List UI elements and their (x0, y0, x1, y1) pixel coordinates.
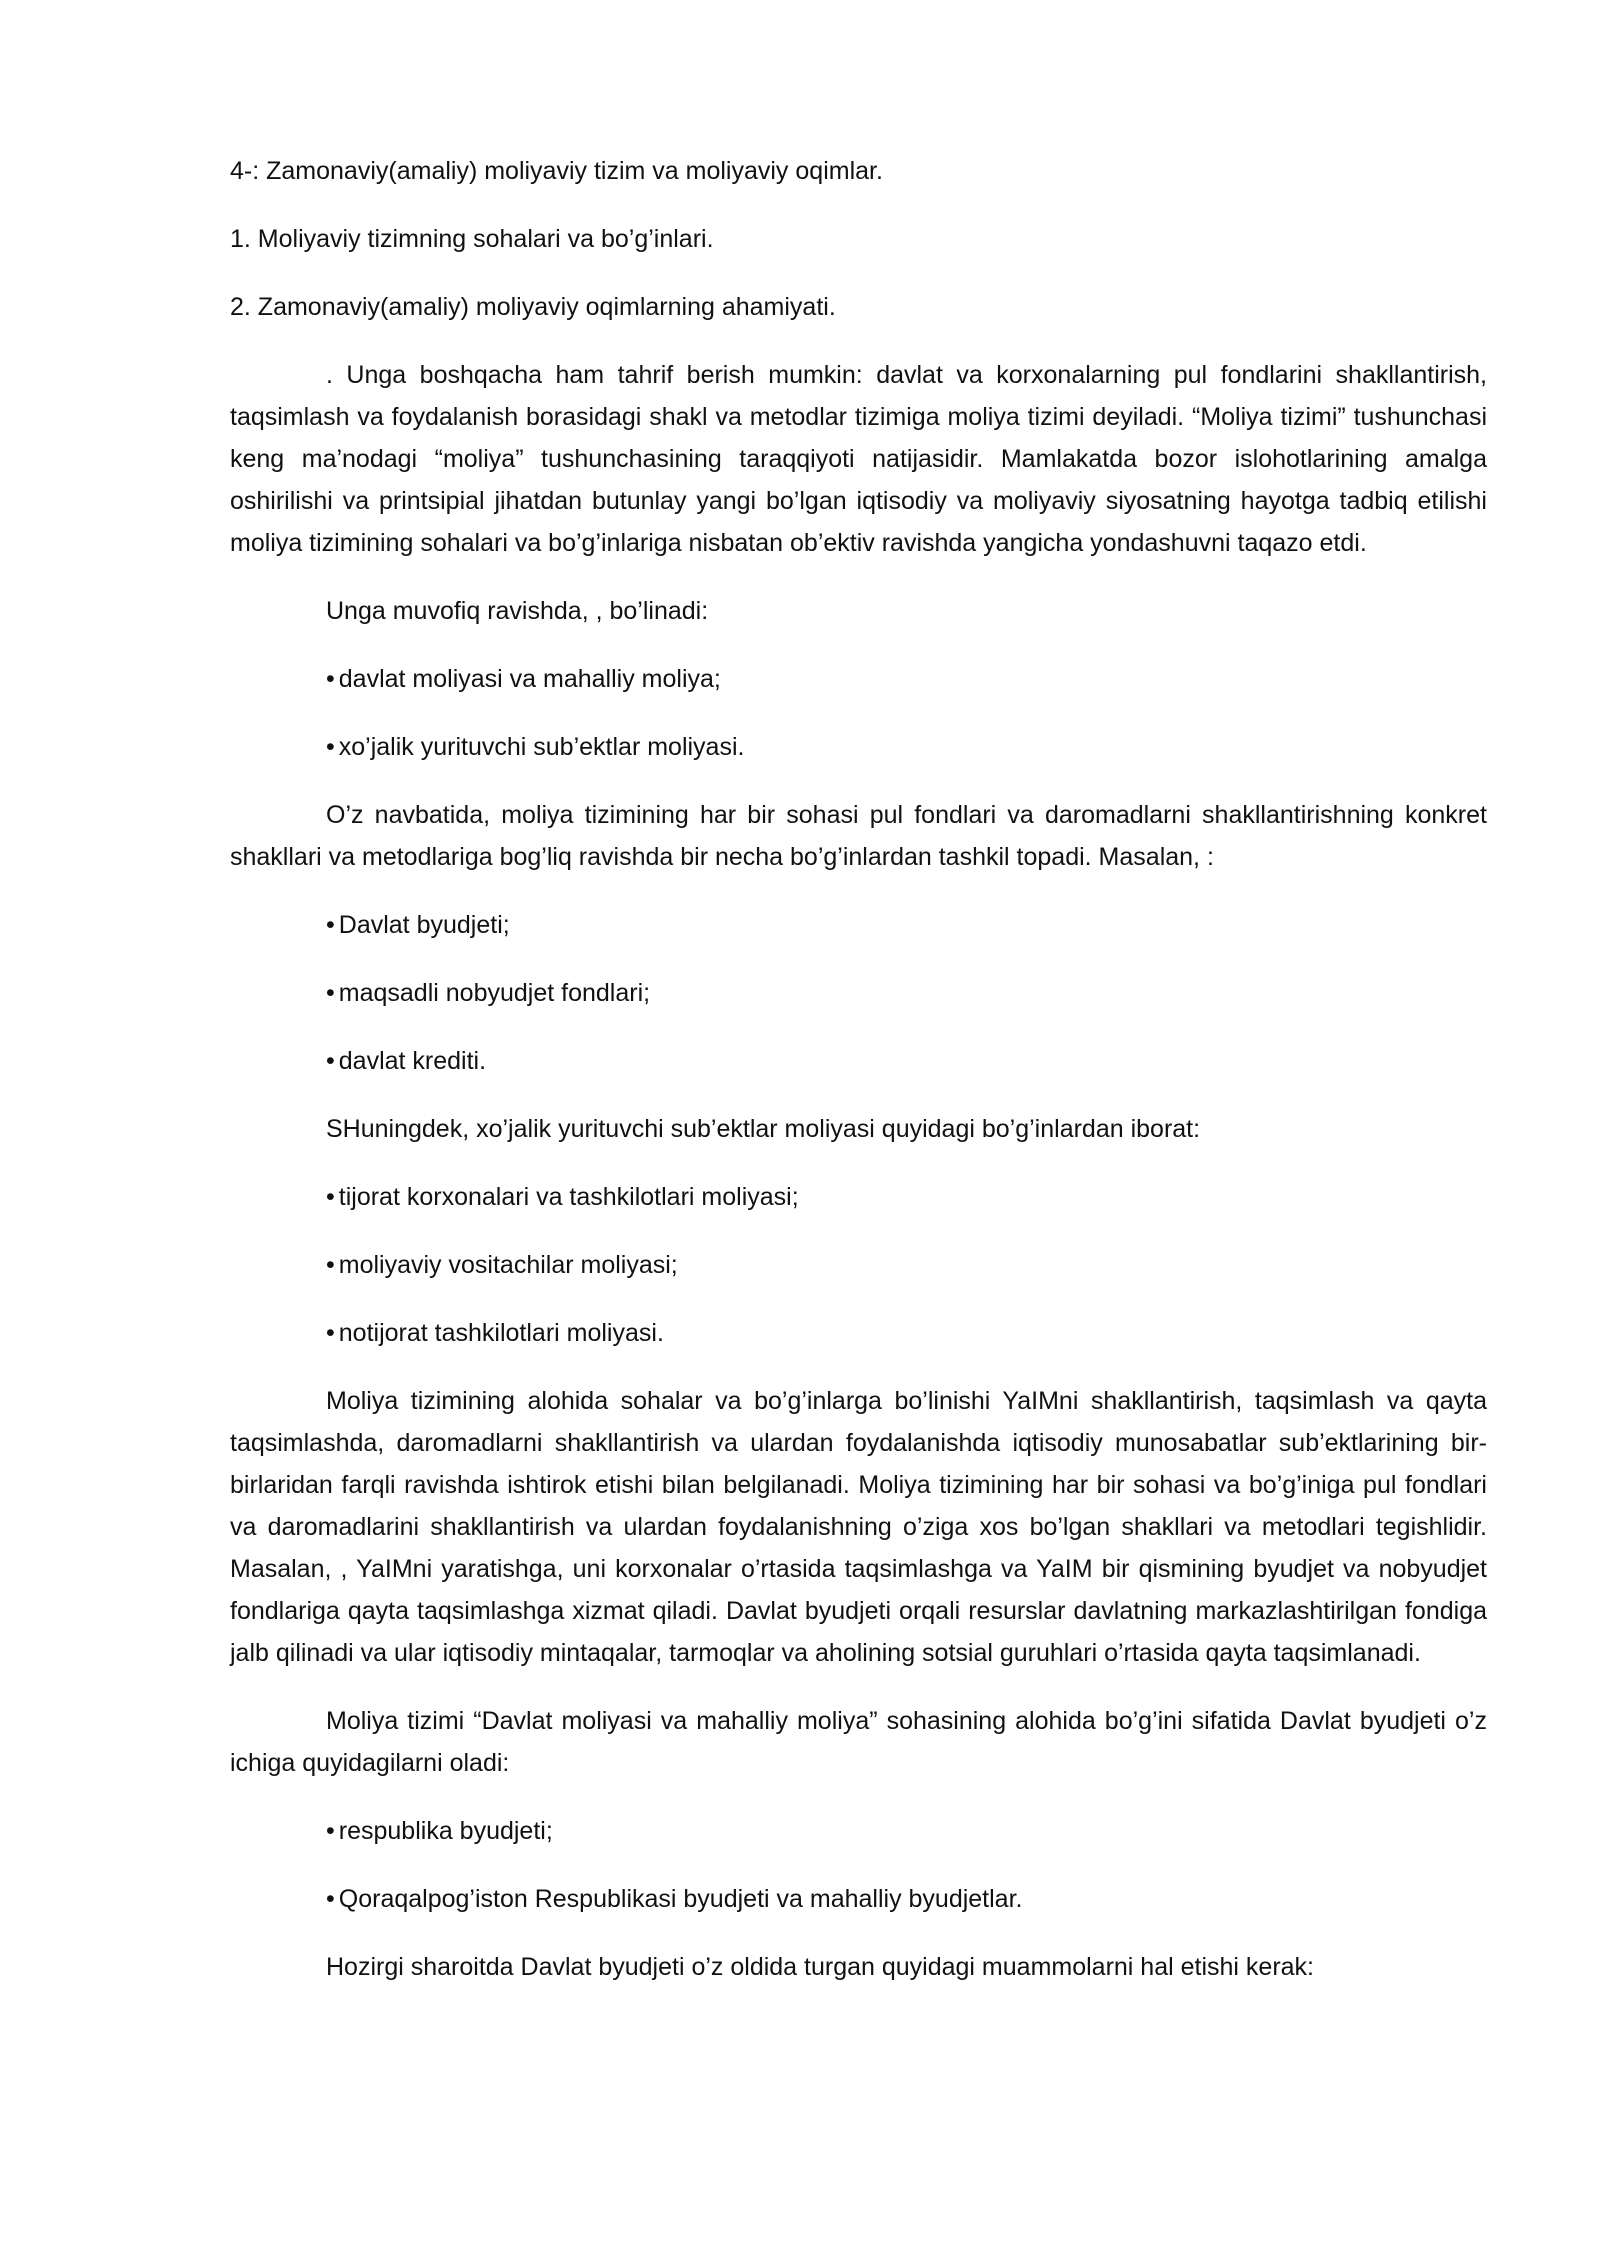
bullet-icon: • (326, 1319, 335, 1347)
bullet-text: notijorat tashkilotlari moliyasi. (338, 1319, 664, 1347)
bullet-icon: • (326, 733, 335, 761)
bullet-text: Davlat byudjeti; (338, 911, 510, 939)
bullet-icon: • (326, 1183, 335, 1211)
bullet-text: moliyaviy vositachilar moliyasi; (338, 1251, 678, 1279)
bullet-item (230, 1810, 1487, 1852)
document-body (230, 150, 1487, 2014)
bullet-icon: • (326, 665, 335, 693)
bullet-icon: • (326, 911, 335, 939)
paragraph-1: . Unga boshqacha ham tahrif berish mumkin: davlat va korxonalarning pul fondlarini shakllantirish, taqsimlash va foydalanish borasidagi shakl va metodlar tizimiga moliya tizimi deyiladi. “Moliya tizimi” tushunchasi keng ma’nodagi “moliya” tushunchasining taraqqiyoti natijasidir. Mamlakatda bozor islohotlarining amalga oshirilishi va printsipial jihatdan butunlay yangi bo’lgan iqtisodiy va moliyaviy siyosatning hayotga tadbiq etilishi moliya tizimining sohalari va bo’g’inlariga nisbatan ob’ektiv ravishda yangicha yondashuvni taqazo etdi. (230, 361, 1487, 557)
bullet-item (230, 1040, 1487, 1082)
bullet-text: Qoraqalpog’iston Respublikasi byudjeti va mahalliy byudjetlar. (338, 1885, 1023, 1913)
bullet-icon: • (326, 1047, 335, 1075)
section-heading-1: 1. Moliyaviy tizimning sohalari va bo’g’inlari. (230, 225, 714, 253)
bullet-item (230, 726, 1487, 768)
section-heading-2: 2. Zamonaviy(amaliy) moliyaviy oqimlarning ahamiyati. (230, 293, 836, 321)
bullet-text: davlat moliyasi va mahalliy moliya; (338, 665, 721, 693)
bullet-item (230, 972, 1487, 1014)
indented-line-3: Hozirgi sharoitda Davlat byudjeti o’z oldida turgan quyidagi muammolarni hal etishi kerak: (326, 1953, 1315, 1981)
paragraph-4: Moliya tizimi “Davlat moliyasi va mahalliy moliya” sohasining alohida bo’g’ini sifatida Davlat byudjeti o’z ichiga quyidagilarni oladi: (230, 1707, 1487, 1777)
indented-line-2: SHuningdek, xo’jalik yurituvchi sub’ektlar moliyasi quyidagi bo’g’inlardan iborat: (326, 1115, 1201, 1143)
bullet-text: maqsadli nobyudjet fondlari; (338, 979, 651, 1007)
bullet-item (230, 1176, 1487, 1218)
bullet-icon: • (326, 1251, 335, 1279)
bullet-item (230, 1312, 1487, 1354)
paragraph-2: O’z navbatida, moliya tizimining har bir sohasi pul fondlari va daromadlarni shakllantirishning konkret shakllari va metodlariga bog’liq ravishda bir necha bo’g’inlardan tashkil topadi. Masalan, : (230, 801, 1487, 871)
bullet-item (230, 658, 1487, 700)
bullet-text: tijorat korxonalari va tashkilotlari moliyasi; (338, 1183, 799, 1211)
paragraph-3: Moliya tizimining alohida sohalar va bo’g’inlarga bo’linishi YaIMni shakllantirish, taqsimlash va qayta taqsimlashda, daromadlarni shakllantirish va ulardan foydalanishda iqtisodiy munosabatlar sub’ektlarining bir-birlaridan farqli ravishda ishtirok etishi bilan belgilanadi. Moliya tizimining har bir sohasi va bo’g’iniga pul fondlari va daromadlarini shakllantirish va ulardan foydalanishning o’ziga xos bo’lgan shakllari va metodlari tegishlidir. Masalan, , YaIMni yaratishga, uni korxonalar o’rtasida taqsimlashga va YaIM bir qismining byudjet va nobyudjet fondlariga qayta taqsimlashga xizmat qiladi. Davlat byudjeti orqali resurslar davlatning markazlashtirilgan fondiga jalb qilinadi va ular iqtisodiy mintaqalar, tarmoqlar va aholining sotsial guruhlari o’rtasida qayta taqsimlanadi. (230, 1387, 1487, 1667)
bullet-text: davlat krediti. (338, 1047, 487, 1075)
bullet-text: xo’jalik yurituvchi sub’ektlar moliyasi. (338, 733, 745, 761)
indented-line-1: Unga muvofiq ravishda, , bo’linadi: (326, 597, 709, 625)
bullet-icon: • (326, 1885, 335, 1913)
bullet-item (230, 904, 1487, 946)
bullet-icon: • (326, 979, 335, 1007)
bullet-item (230, 1244, 1487, 1286)
bullet-icon: • (326, 1817, 335, 1845)
document-title: 4-: Zamonaviy(amaliy) moliyaviy tizim va moliyaviy oqimlar. (230, 157, 883, 185)
bullet-item (230, 1878, 1487, 1920)
bullet-text: respublika byudjeti; (338, 1817, 553, 1845)
